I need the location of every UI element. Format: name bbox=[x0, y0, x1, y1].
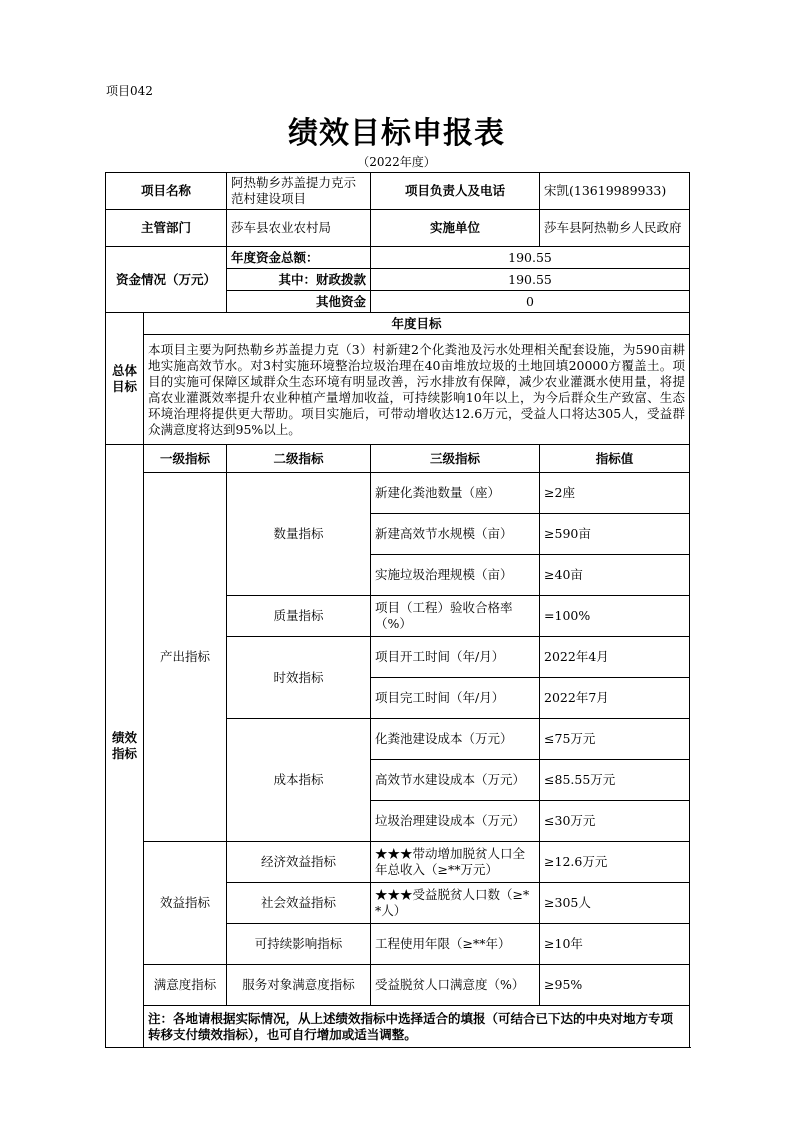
quality-label: 质量指标 bbox=[227, 596, 371, 637]
indicator-value: ≤30万元 bbox=[540, 801, 690, 842]
header-level1: 一级指标 bbox=[144, 445, 227, 473]
funds-fiscal-value: 190.55 bbox=[371, 269, 690, 291]
indicator-name: 受益脱贫人口满意度（%） bbox=[371, 965, 540, 1006]
economic-label: 经济效益指标 bbox=[227, 842, 371, 883]
header-value: 指标值 bbox=[540, 445, 690, 473]
indicator-name: 新建高效节水规模（亩） bbox=[371, 514, 540, 555]
indicator-value: 2022年7月 bbox=[540, 678, 690, 719]
header-level3: 三级指标 bbox=[371, 445, 540, 473]
goal-header: 年度目标 bbox=[144, 313, 690, 335]
social-label: 社会效益指标 bbox=[227, 883, 371, 924]
funds-total-label: 年度资金总额： bbox=[227, 247, 371, 269]
footnote: 注：各地请根据实际情况，从上述绩效指标中选择适合的填报（可结合已下达的中央对地方专项转移支付绩效指标），也可自行增加或适当调整。 bbox=[144, 1006, 690, 1048]
impl-label: 实施单位 bbox=[371, 210, 540, 247]
leader-value: 宋凯(13619989933) bbox=[540, 173, 690, 210]
service-label: 服务对象满意度指标 bbox=[227, 965, 371, 1006]
indicator-value: ≥10年 bbox=[540, 924, 690, 965]
indicator-name: 化粪池建设成本（万元） bbox=[371, 719, 540, 760]
funds-total-value: 190.55 bbox=[371, 247, 690, 269]
goal-side-label: 总体目标 bbox=[106, 313, 144, 445]
satisfaction-label: 满意度指标 bbox=[144, 965, 227, 1006]
dept-value: 莎车县农业农村局 bbox=[227, 210, 371, 247]
header-level2: 二级指标 bbox=[227, 445, 371, 473]
output-label: 产出指标 bbox=[144, 473, 227, 842]
funds-fiscal-label: 其中：财政拨款 bbox=[227, 269, 371, 291]
impl-value: 莎车县阿热勒乡人民政府 bbox=[540, 210, 690, 247]
indicator-name: ★★★带动增加脱贫人口全年总收入（≥**万元） bbox=[371, 842, 540, 883]
indicator-value: ≥590亩 bbox=[540, 514, 690, 555]
indicator-name: 工程使用年限（≥**年） bbox=[371, 924, 540, 965]
project-name-label: 项目名称 bbox=[106, 173, 227, 210]
indicator-value: ≤85.55万元 bbox=[540, 760, 690, 801]
timeliness-label: 时效指标 bbox=[227, 637, 371, 719]
cost-label: 成本指标 bbox=[227, 719, 371, 842]
indicator-value: ≤75万元 bbox=[540, 719, 690, 760]
page-title: 绩效目标申报表 bbox=[288, 116, 505, 151]
indicator-name: 项目完工时间（年/月） bbox=[371, 678, 540, 719]
goal-text: 本项目主要为阿热勒乡苏盖提力克（3）村新建2个化粪池及污水处理相关配套设施，为590亩耕地实施高效节水。对3村实施环境整治垃圾治理在40亩堆放垃圾的土地回填20000方覆盖土。项目的实施可保障区域群众生态环境有明显改善，污水排放有保障，减少农业灌溉水使用量，将提高农业灌溉效率提升农业种植产量增加收益，可持续影响10年以上，为今后群众生产致富、生态环境治理将提供更大帮助。项目实施后，可带动增收达12.6万元，受益人口将达305人，受益群众满意度将达到95%以上。 bbox=[144, 335, 690, 445]
performance-form bbox=[105, 172, 690, 1048]
indicator-value: =100% bbox=[540, 596, 690, 637]
leader-label: 项目负责人及电话 bbox=[371, 173, 540, 210]
indicator-name: 项目（工程）验收合格率（%） bbox=[371, 596, 540, 637]
indicator-value: ≥2座 bbox=[540, 473, 690, 514]
indicator-value: ≥95% bbox=[540, 965, 690, 1006]
sustain-label: 可持续影响指标 bbox=[227, 924, 371, 965]
indicator-name: 新建化粪池数量（座） bbox=[371, 473, 540, 514]
indicator-name: 项目开工时间（年/月） bbox=[371, 637, 540, 678]
indicator-value: ≥12.6万元 bbox=[540, 842, 690, 883]
indicator-value: ≥40亩 bbox=[540, 555, 690, 596]
funds-label: 资金情况（万元） bbox=[106, 247, 227, 313]
indicators-side-label: 绩效指标 bbox=[106, 445, 144, 1048]
benefit-label: 效益指标 bbox=[144, 842, 227, 965]
project-name-value: 阿热勒乡苏盖提力克示范村建设项目 bbox=[227, 173, 371, 210]
indicator-name: 实施垃圾治理规模（亩） bbox=[371, 555, 540, 596]
indicator-value: 2022年4月 bbox=[540, 637, 690, 678]
dept-label: 主管部门 bbox=[106, 210, 227, 247]
indicator-value: ≥305人 bbox=[540, 883, 690, 924]
funds-other-value: 0 bbox=[371, 291, 690, 313]
funds-other-label: 其他资金 bbox=[227, 291, 371, 313]
indicator-name: ★★★受益脱贫人口数（≥**人） bbox=[371, 883, 540, 924]
fiscal-year: （2022年度） bbox=[357, 155, 436, 169]
indicator-name: 垃圾治理建设成本（万元） bbox=[371, 801, 540, 842]
indicator-name: 高效节水建设成本（万元） bbox=[371, 760, 540, 801]
project-code: 项目042 bbox=[106, 84, 153, 98]
quantity-label: 数量指标 bbox=[227, 473, 371, 596]
